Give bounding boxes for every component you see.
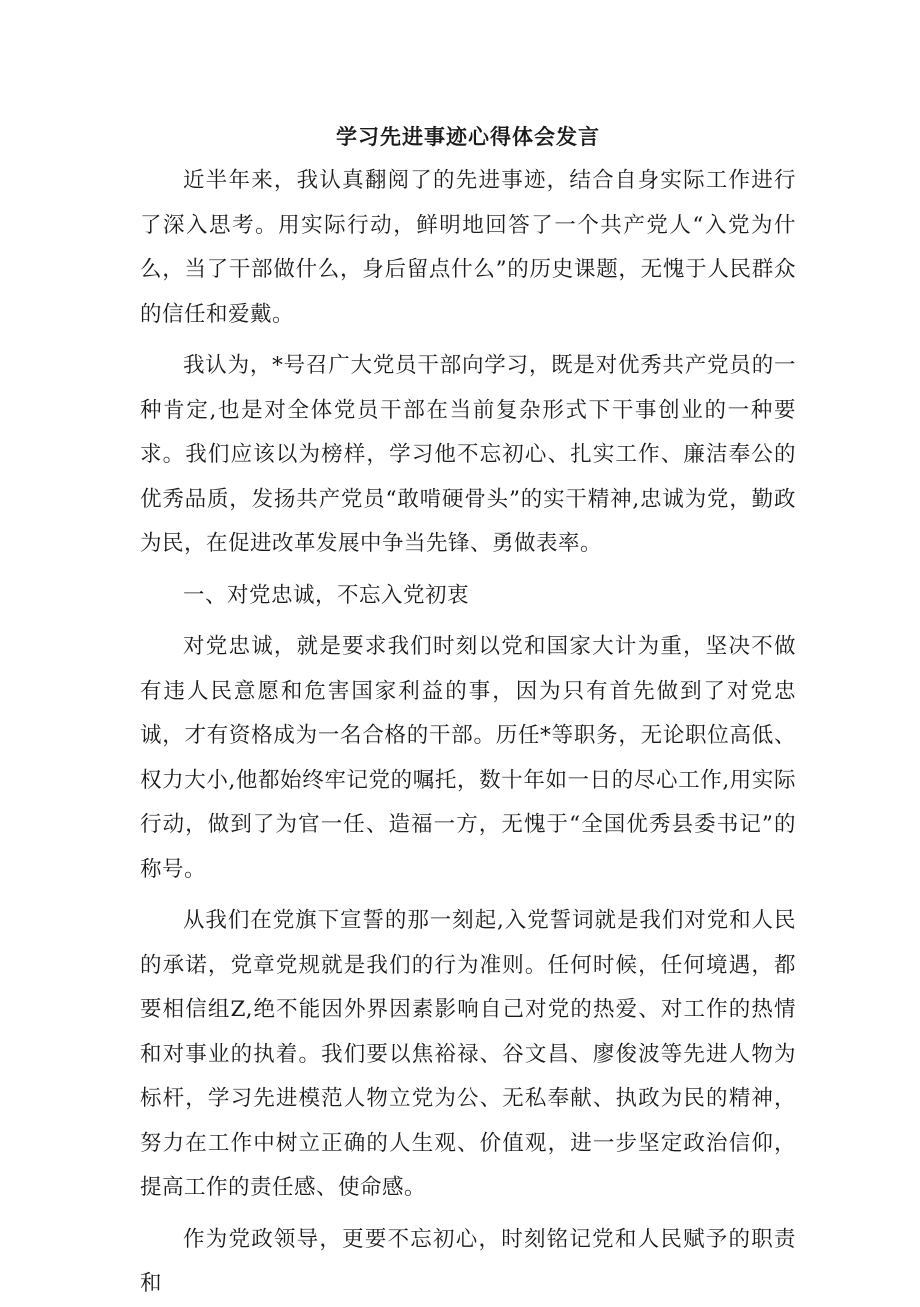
paragraph-loyalty: 对党忠诚，就是要求我们时刻以党和国家大计为重，坚决不做有违人民意愿和危害国家利益的事，因为只有首先做到了对党忠诚，才有资格成为一名合格的干部。历任*等职务，无论职位高低、权力大小,他都始终牢记党的嘱托，数十年如一日的尽心工作,用实际行动，做到了为官一任、造福一方，无愧于“全国优秀县委书记”的称号。 (140, 634, 796, 882)
document-body (140, 117, 796, 1307)
paragraph-oath: 从我们在党旗下宣誓的那一刻起,入党誓词就是我们对党和人民的承诺，党章党规就是我们的行为准则。任何时候，任何境遇，都要相信组Z,绝不能因外界因素影响自己对党的热爱、对工作的热情和对事业的执着。我们要以焦裕禄、谷文昌、廖俊波等先进人物为标杆，学习先进模范人物立党为公、无私奉献、执政为民的精神，努力在工作中树立正确的人生观、价值观，进一步坚定政治信仰，提高工作的责任感、使命感。 (140, 908, 796, 1200)
paragraph-intro: 近半年来，我认真翻阅了的先进事迹，结合自身实际工作进行了深入思考。用实际行动，鲜明地回答了一个共产党人“入党为什么，当了干部做什么，身后留点什么”的历史课题，无愧于人民群众的信任和爱戴。 (140, 168, 796, 327)
document-title: 学习先进事迹心得体会发言 (336, 124, 600, 149)
paragraph-opinion: 我认为，*号召广大党员干部向学习，既是对优秀共产党员的一种肯定,也是对全体党员干部在当前复杂形式下干事创业的一种要求。我们应该以为榜样，学习他不忘初心、扎实工作、廉洁奉公的优秀品质，发扬共产党员“敢啃硬骨头”的实干精神,忠诚为党，勤政为民，在促进改革发展中争当先锋、勇做表率。 (140, 353, 796, 556)
section-heading-loyalty: 一、对党忠诚，不忘入党初衷 (183, 582, 470, 608)
paragraph-leadership: 作为党政领导，更要不忘初心，时刻铭记党和人民赋予的职责和 (140, 1226, 796, 1296)
